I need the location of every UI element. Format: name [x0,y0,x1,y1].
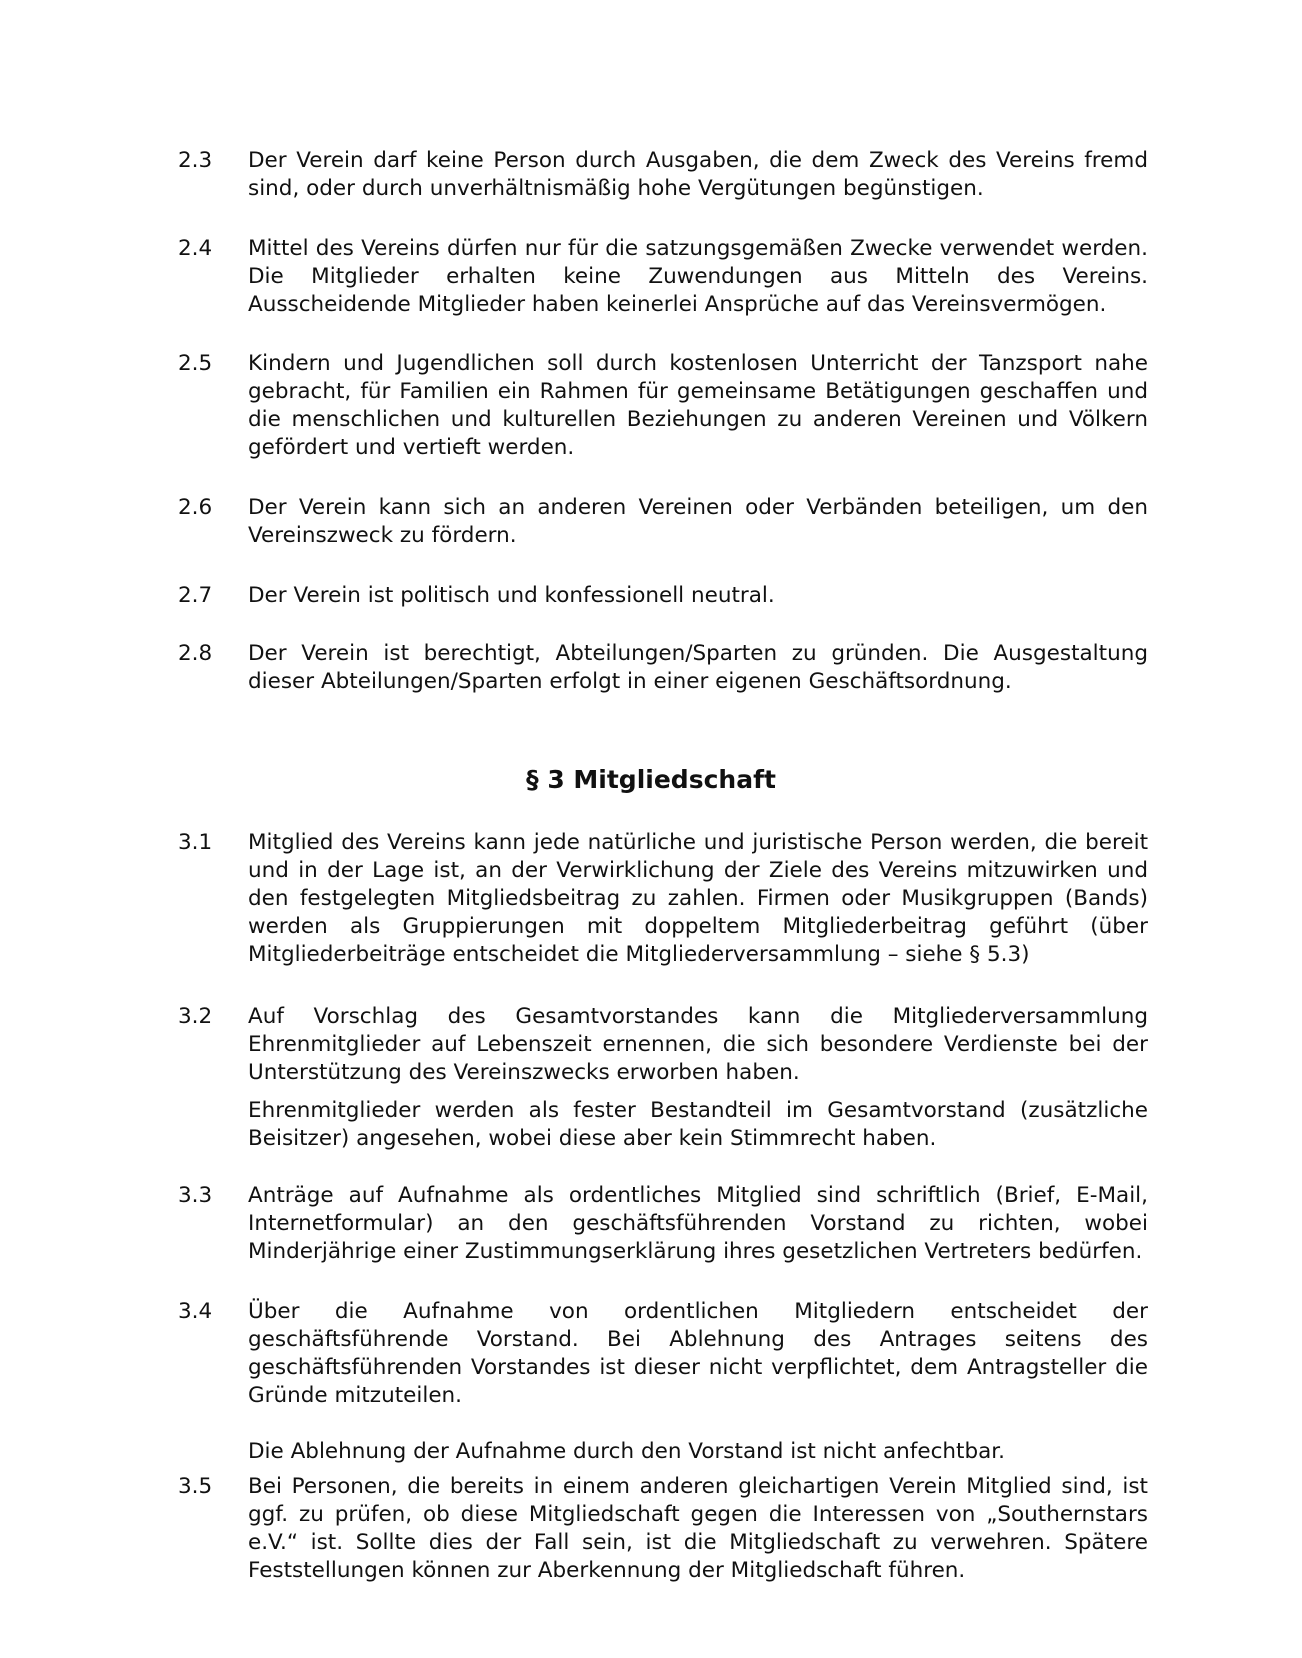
section-2-4 [178,235,1148,319]
section-number: 2.5 [178,351,213,376]
section-text: Bei Personen, die bereits in einem anderen gleichartigen Verein Mitglied sind, ist ggf. zu prüfen, ob diese Mitgliedschaft gegen die Interessen von „Southernstars e.V.“ ist. Sollte dies der Fall sein, ist die Mitgliedschaft zu verwehren. Spätere Feststellungen können zur Aberkennung der Mitgliedschaft führen. [248,1474,1148,1583]
section-text: Mittel des Vereins dürfen nur für die satzungsgemäßen Zwecke verwendet werden. Die Mitglieder erhalten keine Zuwendungen aus Mitteln des Vereins. Ausscheidende Mitglieder haben keinerlei Ansprüche auf das Vereinsvermögen. [248,236,1148,317]
section-number: 3.3 [178,1183,213,1208]
section-text: Der Verein darf keine Person durch Ausgaben, die dem Zweck des Vereins fremd sind, oder durch unverhältnismäßig hohe Vergütungen begünstigen. [248,148,1148,201]
section-2-5 [178,350,1148,462]
section-3-2 [178,1003,1148,1153]
section-text: Kindern und Jugendlichen soll durch kostenlosen Unterricht der Tanzsport nahe gebracht, für Familien ein Rahmen für gemeinsame Betätigungen geschaffen und die menschlichen und kulturellen Beziehungen zu anderen Vereinen und Völkern gefördert und vertieft werden. [248,351,1148,460]
section-number: 2.7 [178,583,213,608]
section-number: 2.4 [178,236,213,261]
section-2-8 [178,640,1148,696]
section-number: 3.1 [178,830,213,855]
section-text: Mitglied des Vereins kann jede natürliche und juristische Person werden, die bereit und in der Lage ist, an der Verwirklichung der Ziele des Vereins mitzuwirken und den festgelegten Mitgliedsbeitrag zu zahlen. Firmen oder Musikgruppen (Bands) werden als Gruppierungen mit doppeltem Mitgliederbeitrag geführt (über Mitgliederbeiträge entscheidet die Mitgliederversammlung – siehe § 5.3) [248,830,1148,967]
section-number: 3.2 [178,1004,213,1029]
section-number: 2.8 [178,641,213,666]
section-text: Der Verein ist politisch und konfessionell neutral. [248,583,775,608]
section-3-5 [178,1473,1148,1585]
section-text: Über die Aufnahme von ordentlichen Mitgliedern entscheidet der geschäftsführende Vorstand. Bei Ablehnung des Antrages seitens des geschäftsführenden Vorstandes ist dieser nicht verpflichtet, dem Antragsteller die Gründe mitzuteilen. [248,1299,1148,1408]
section-text: Der Verein ist berechtigt, Abteilungen/Sparten zu gründen. Die Ausgestaltung dieser Abteilungen/Sparten erfolgt in einer eigenen Geschäftsordnung. [248,641,1148,694]
section-3-1 [178,829,1148,969]
section-number: 3.5 [178,1474,213,1499]
section-text: Der Verein kann sich an anderen Vereinen oder Verbänden beteiligen, um den Vereinszweck zu fördern. [248,495,1148,548]
section-2-3 [178,147,1148,203]
section-text: Auf Vorschlag des Gesamtvorstandes kann die Mitgliederversammlung Ehrenmitglieder auf Lebenszeit ernennen, die sich besondere Verdienste bei der Unterstützung des Vereinszwecks erworben haben. [248,1004,1148,1085]
section-text: Anträge auf Aufnahme als ordentliches Mitglied sind schriftlich (Brief, E-Mail, Internetformular) an den geschäftsführenden Vorstand zu richten, wobei Minderjährige einer Zustimmungserklärung ihres gesetzlichen Vertreters bedürfen. [248,1183,1148,1264]
section-2-6 [178,494,1148,550]
section-number: 2.6 [178,495,213,520]
section-number: 3.4 [178,1299,213,1324]
section-2-8-clip [178,640,1178,702]
section-2-7 [178,582,1148,610]
section-text: Die Ablehnung der Aufnahme durch den Vorstand ist nicht anfechtbar. [248,1439,1005,1464]
section-number: 2.3 [178,148,213,173]
section-text: Ehrenmitglieder werden als fester Bestandteil im Gesamtvorstand (zusätzliche Beisitzer) angesehen, wobei diese aber kein Stimmrecht haben. [248,1098,1148,1151]
section-3-4 [178,1298,1148,1466]
section-heading: § 3 Mitgliedschaft [526,765,776,794]
section-3-3 [178,1182,1148,1266]
